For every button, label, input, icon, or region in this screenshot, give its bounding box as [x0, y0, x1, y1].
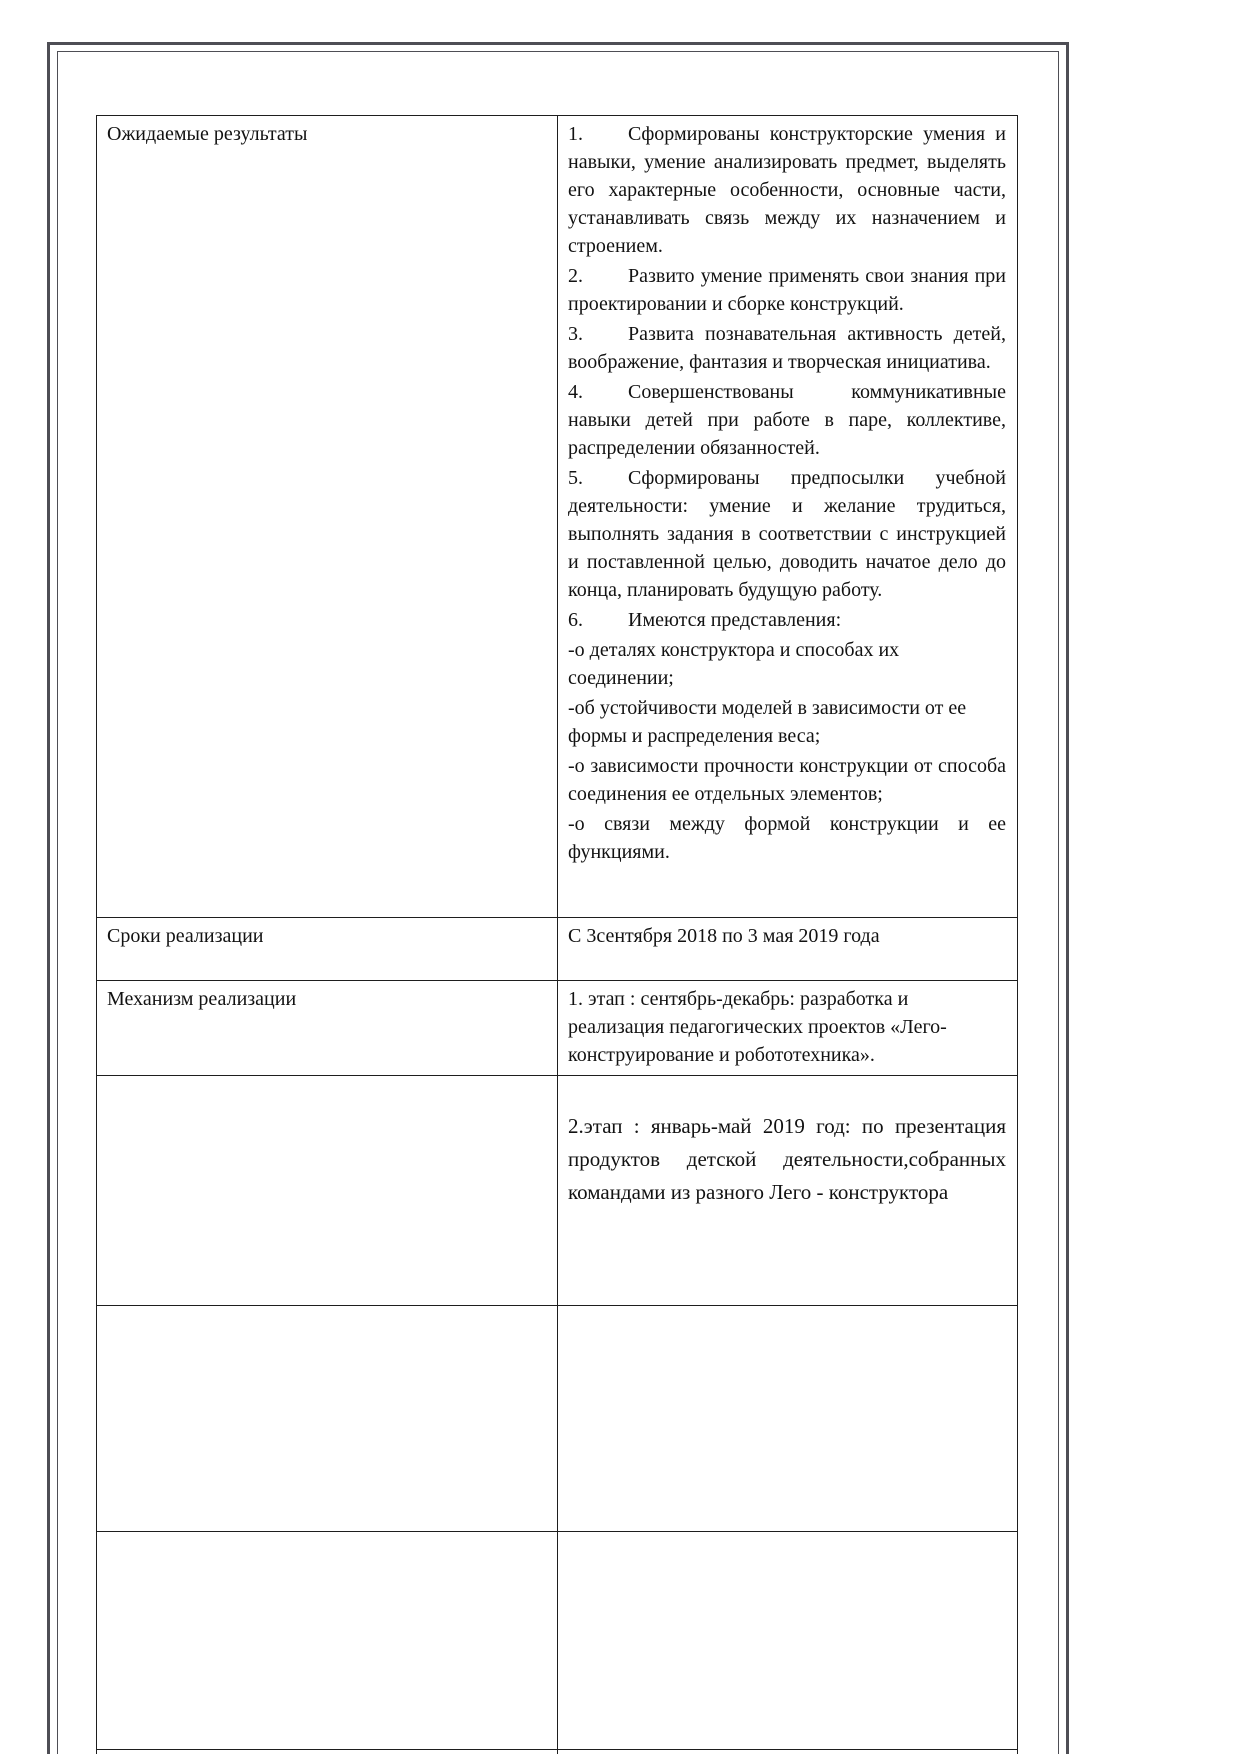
row-content-timeline: [558, 918, 1018, 981]
empty-label-cell: [97, 1306, 558, 1532]
empty-label-cell: [97, 1750, 558, 1754]
item-number: 1.: [568, 123, 583, 145]
table-row-stage2: [97, 1076, 1018, 1306]
result-item-1: [568, 120, 1006, 260]
table-row-empty-3: [97, 1750, 1018, 1754]
item-text: Сформированы предпосылки учебной деятельности: умение и желание трудиться, выполнять задания в соответствии с инструкцией и поставленной целью, доводить начатое дело до конца, планировать будущую работу.: [568, 467, 1006, 601]
result-item-3: [568, 320, 1006, 376]
timeline-text: С 3сентября 2018 по 3 мая 2019 года: [568, 925, 880, 947]
project-table: [96, 115, 1018, 1754]
row-content-expected-results: [558, 116, 1018, 918]
result-dash-item-3: -о зависимости прочности конструкции от способа соединения ее отдельных элементов;: [568, 755, 1006, 805]
result-item-5: [568, 464, 1006, 604]
row-content-mechanism: [558, 981, 1018, 1076]
row-label-timeline: Сроки реализации: [97, 918, 558, 981]
result-item-6: [568, 606, 1006, 634]
empty-content-cell: [558, 1532, 1018, 1750]
empty-content-cell: [558, 1750, 1018, 1754]
item-text: Развита познавательная активность детей, воображение, фантазия и творческая инициатива.: [568, 323, 1006, 373]
item-number: 6.: [568, 609, 583, 631]
item-number: 5.: [568, 467, 583, 489]
row-label-stage2: [97, 1076, 558, 1306]
item-text: Имеются представления:: [628, 609, 842, 631]
item-text: Развито умение применять свои знания при проектировании и сборке конструкций.: [568, 265, 1006, 315]
row-label-mechanism: Механизм реализации: [97, 981, 558, 1076]
result-dash-item-2: -об устойчивости моделей в зависимости от ее формы и распределения веса;: [568, 697, 967, 747]
table-row-expected-results: [97, 116, 1018, 918]
item-number: 3.: [568, 323, 583, 345]
empty-content-cell: [558, 1306, 1018, 1532]
item-number: 2.: [568, 265, 583, 287]
row-content-stage2: [558, 1076, 1018, 1306]
table-row-empty-2: [97, 1532, 1018, 1750]
result-item-4: [568, 378, 1006, 462]
result-item-2: [568, 262, 1006, 318]
item-text: Совершенствованы коммуникативные навыки детей при работе в паре, коллективе, распределении обязанностей.: [568, 381, 1006, 459]
mechanism-stage1-text: 1. этап : сентябрь-декабрь: разработка и реализация педагогических проектов «Лего-конструирование и робототехника».: [568, 988, 947, 1066]
row-label-expected-results: Ожидаемые результаты: [97, 116, 558, 918]
mechanism-stage2-text: 2.этап : январь-май 2019 год: по презентация продуктов детской деятельности,собранных командами из разного Лего - конструктора: [568, 1114, 1006, 1204]
table-row-mechanism: [97, 981, 1018, 1076]
empty-label-cell: [97, 1532, 558, 1750]
result-dash-item-4: -о связи между формой конструкции и ее функциями.: [568, 813, 1006, 863]
result-dash-item-1: -о деталях конструктора и способах их соединении;: [568, 639, 900, 689]
item-text: Сформированы конструкторские умения и навыки, умение анализировать предмет, выделять его характерные особенности, основные части, устанавливать связь между их назначением и строением.: [568, 123, 1006, 257]
table-row-empty-1: [97, 1306, 1018, 1532]
item-number: 4.: [568, 381, 583, 403]
table-row-timeline: [97, 918, 1018, 981]
